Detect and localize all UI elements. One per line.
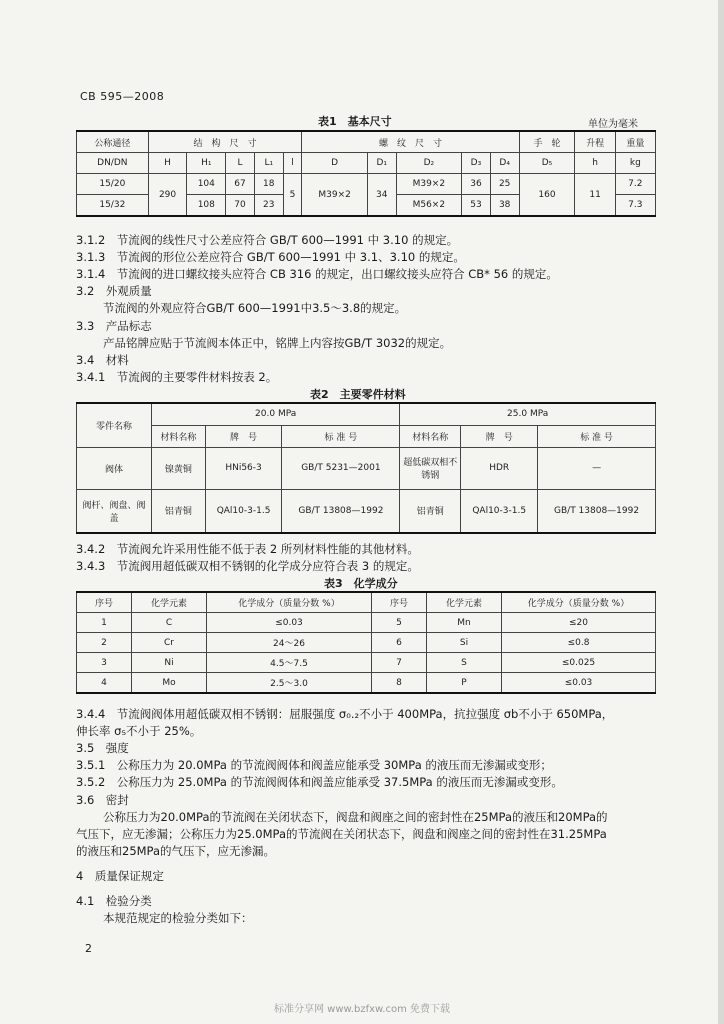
cell: 18 bbox=[254, 174, 283, 195]
page-number: 2 bbox=[85, 942, 92, 955]
clause-3-6-line1: 公称压力为20.0MPa的节流阀在关闭状态下，阀盘和阀座之间的密封性在25MPa的液压和20MPa的 bbox=[103, 810, 608, 824]
table2-caption: 表2 主要零件材料 bbox=[310, 388, 406, 401]
section-3-4: 3.4 材料 bbox=[76, 353, 129, 367]
cell: 阀体 bbox=[77, 447, 152, 489]
footer-watermark: 标准分享网 www.bzfxw.com 免费下载 bbox=[274, 1004, 450, 1015]
th-comp: 化学成分（质量分数 %） bbox=[502, 592, 656, 613]
cell: — bbox=[538, 447, 656, 489]
clause-3-4-4-cont: 伸长率 σ₅不小于 25%。 bbox=[76, 724, 202, 738]
clause-3-1-2: 3.1.2 节流阀的线性尺寸公差应符合 GB/T 600—1991 中 3.10 的规定。 bbox=[76, 233, 459, 247]
th-sub: kg bbox=[615, 153, 655, 174]
cell: 7.3 bbox=[615, 195, 655, 217]
th-grade: 牌 号 bbox=[461, 425, 538, 447]
th-25mpa: 25.0 MPa bbox=[400, 403, 656, 425]
th-sub: H₁ bbox=[187, 153, 226, 174]
th-part: 零件名称 bbox=[77, 403, 152, 447]
th-grade: 牌 号 bbox=[205, 425, 282, 447]
cell: 53 bbox=[462, 195, 491, 217]
document-id: CB 595—2008 bbox=[80, 90, 165, 103]
cell: HNi56-3 bbox=[205, 447, 282, 489]
cell: 8 bbox=[372, 673, 427, 694]
cell: 2.5～3.0 bbox=[207, 673, 372, 694]
clause-3-2-text: 节流阀的外观应符合GB/T 600—1991中3.5～3.8的规定。 bbox=[103, 301, 407, 315]
cell: 15/20 bbox=[77, 174, 149, 195]
cell: ≤0.025 bbox=[502, 653, 656, 673]
th-no: 序号 bbox=[372, 592, 427, 613]
cell: 镍黄铜 bbox=[152, 447, 206, 489]
clause-3-3-text: 产品铭牌应贴于节流阀本体正中，铭牌上内容按GB/T 3032的规定。 bbox=[103, 336, 452, 350]
cell: 290 bbox=[148, 174, 187, 217]
th-struct: 结 构 尺 寸 bbox=[148, 131, 302, 153]
th-handwheel: 手 轮 bbox=[519, 131, 575, 153]
table-row bbox=[77, 613, 656, 633]
table-row bbox=[77, 489, 656, 533]
cell: Cr bbox=[132, 633, 207, 653]
th-nominal: 公称通径 bbox=[77, 131, 149, 153]
clause-3-4-1: 3.4.1 节流阀的主要零件材料按表 2。 bbox=[76, 370, 278, 384]
th-thread: 螺 纹 尺 寸 bbox=[302, 131, 519, 153]
th-mat: 材料名称 bbox=[152, 425, 206, 447]
th-sub: D bbox=[302, 153, 367, 174]
table3-caption: 表3 化学成分 bbox=[324, 577, 398, 590]
cell: 67 bbox=[226, 174, 255, 195]
section-3-6: 3.6 密封 bbox=[76, 793, 129, 807]
cell: 5 bbox=[372, 613, 427, 633]
clause-3-5-1: 3.5.1 公称压力为 20.0MPa 的节流阀阀体和阀盖应能承受 30MPa 的液压而无渗漏或变形； bbox=[76, 758, 552, 772]
th-weight: 重量 bbox=[615, 131, 655, 153]
cell: 7 bbox=[372, 653, 427, 673]
clause-3-1-4: 3.1.4 节流阀的进口螺纹接头应符合 CB 316 的规定，出口螺纹接头应符合 CB* 56 的规定。 bbox=[76, 267, 558, 281]
cell: M56×2 bbox=[396, 195, 461, 217]
cell: ≤0.8 bbox=[502, 633, 656, 653]
th-sub: D₅ bbox=[519, 153, 575, 174]
cell: 23 bbox=[254, 195, 283, 217]
cell: 70 bbox=[226, 195, 255, 217]
th-sub: D₂ bbox=[396, 153, 461, 174]
th-dn: DN/DN bbox=[77, 153, 149, 174]
th-elem: 化学元素 bbox=[132, 592, 207, 613]
cell: 3 bbox=[77, 653, 132, 673]
th-sub: D₄ bbox=[490, 153, 519, 174]
clause-3-1-3: 3.1.3 节流阀的形位公差应符合 GB/T 600—1991 中 3.1、3.10 的规定。 bbox=[76, 250, 465, 264]
clause-3-6-line2: 气压下，应无渗漏；公称压力为25.0MPa的节流阀在关闭状态下，阀盘和阀座之间的密封性在31.25MPa bbox=[76, 827, 607, 841]
cell: 铝青铜 bbox=[152, 489, 206, 533]
cell: 1 bbox=[77, 613, 132, 633]
table1-basic-dimensions bbox=[76, 130, 656, 217]
th-std: 标 准 号 bbox=[282, 425, 400, 447]
table-row bbox=[77, 447, 656, 489]
section-4: 4 质量保证规定 bbox=[76, 869, 164, 883]
cell: QAl10-3-1.5 bbox=[461, 489, 538, 533]
table2-materials bbox=[76, 402, 656, 534]
table-row bbox=[77, 174, 656, 195]
cell: Mo bbox=[132, 673, 207, 694]
cell: 108 bbox=[187, 195, 226, 217]
cell: 36 bbox=[462, 174, 491, 195]
cell: 4.5～7.5 bbox=[207, 653, 372, 673]
cell: M39×2 bbox=[396, 174, 461, 195]
cell: 160 bbox=[519, 174, 575, 217]
cell: M39×2 bbox=[302, 174, 367, 217]
th-sub: L bbox=[226, 153, 255, 174]
th-lift: 升程 bbox=[575, 131, 615, 153]
th-elem: 化学元素 bbox=[427, 592, 502, 613]
th-sub: D₁ bbox=[367, 153, 396, 174]
th-sub: l bbox=[283, 153, 302, 174]
cell: 7.2 bbox=[615, 174, 655, 195]
cell: GB/T 5231—2001 bbox=[282, 447, 400, 489]
cell: P bbox=[427, 673, 502, 694]
clause-3-5-2: 3.5.2 公称压力为 25.0MPa 的节流阀阀体和阀盖应能承受 37.5MPa 的液压而无渗漏或变形。 bbox=[76, 775, 563, 789]
cell: 阀杆、阀盘、阀盖 bbox=[77, 489, 152, 533]
section-3-2: 3.2 外观质量 bbox=[76, 284, 152, 298]
cell: 15/32 bbox=[77, 195, 149, 217]
cell: HDR bbox=[461, 447, 538, 489]
cell: Mn bbox=[427, 613, 502, 633]
cell: 104 bbox=[187, 174, 226, 195]
cell: C bbox=[132, 613, 207, 633]
th-std: 标 准 号 bbox=[538, 425, 656, 447]
cell: Ni bbox=[132, 653, 207, 673]
cell: 6 bbox=[372, 633, 427, 653]
cell: QAl10-3-1.5 bbox=[205, 489, 282, 533]
table-row bbox=[77, 653, 656, 673]
cell: 2 bbox=[77, 633, 132, 653]
cell: 铝青铜 bbox=[400, 489, 461, 533]
clause-4-1-text: 本规范规定的检验分类如下： bbox=[103, 911, 253, 925]
clause-3-4-2: 3.4.2 节流阀允许采用性能不低于表 2 所列材料性能的其他材料。 bbox=[76, 542, 419, 556]
section-3-5: 3.5 强度 bbox=[76, 741, 129, 755]
clause-3-4-4: 3.4.4 节流阀阀体用超低碳双相不锈钢：屈服强度 σ₀.₂不小于 400MPa，抗拉强度 σb不小于 650MPa， bbox=[76, 707, 614, 721]
section-3-3: 3.3 产品标志 bbox=[76, 319, 152, 333]
table-row bbox=[77, 633, 656, 653]
cell: Si bbox=[427, 633, 502, 653]
table1-caption: 表1 基本尺寸 bbox=[318, 115, 392, 128]
cell: 38 bbox=[490, 195, 519, 217]
cell: ≤20 bbox=[502, 613, 656, 633]
cell: 超低碳双相不锈钢 bbox=[400, 447, 461, 489]
cell: GB/T 13808—1992 bbox=[538, 489, 656, 533]
th-sub: D₃ bbox=[462, 153, 491, 174]
page-edge bbox=[718, 0, 724, 1024]
cell: S bbox=[427, 653, 502, 673]
cell: GB/T 13808—1992 bbox=[282, 489, 400, 533]
th-sub: H bbox=[148, 153, 187, 174]
clause-3-6-line3: 的液压和25MPa的气压下，应无渗漏。 bbox=[76, 844, 276, 858]
cell: 11 bbox=[575, 174, 615, 217]
th-20mpa: 20.0 MPa bbox=[152, 403, 400, 425]
th-comp: 化学成分（质量分数 %） bbox=[207, 592, 372, 613]
table3-chemical-composition bbox=[76, 591, 656, 694]
cell: ≤0.03 bbox=[207, 613, 372, 633]
th-no: 序号 bbox=[77, 592, 132, 613]
clause-3-4-3: 3.4.3 节流阀用超低碳双相不锈钢的化学成分应符合表 3 的规定。 bbox=[76, 559, 419, 573]
cell: 5 bbox=[283, 174, 302, 217]
cell: 25 bbox=[490, 174, 519, 195]
th-sub: L₁ bbox=[254, 153, 283, 174]
cell: 34 bbox=[367, 174, 396, 217]
cell: 24～26 bbox=[207, 633, 372, 653]
th-sub: h bbox=[575, 153, 615, 174]
cell: ≤0.03 bbox=[502, 673, 656, 694]
table1-unit: 单位为毫米 bbox=[588, 119, 638, 130]
table-row bbox=[77, 673, 656, 694]
th-mat: 材料名称 bbox=[400, 425, 461, 447]
cell: 4 bbox=[77, 673, 132, 694]
section-4-1: 4.1 检验分类 bbox=[76, 894, 152, 908]
